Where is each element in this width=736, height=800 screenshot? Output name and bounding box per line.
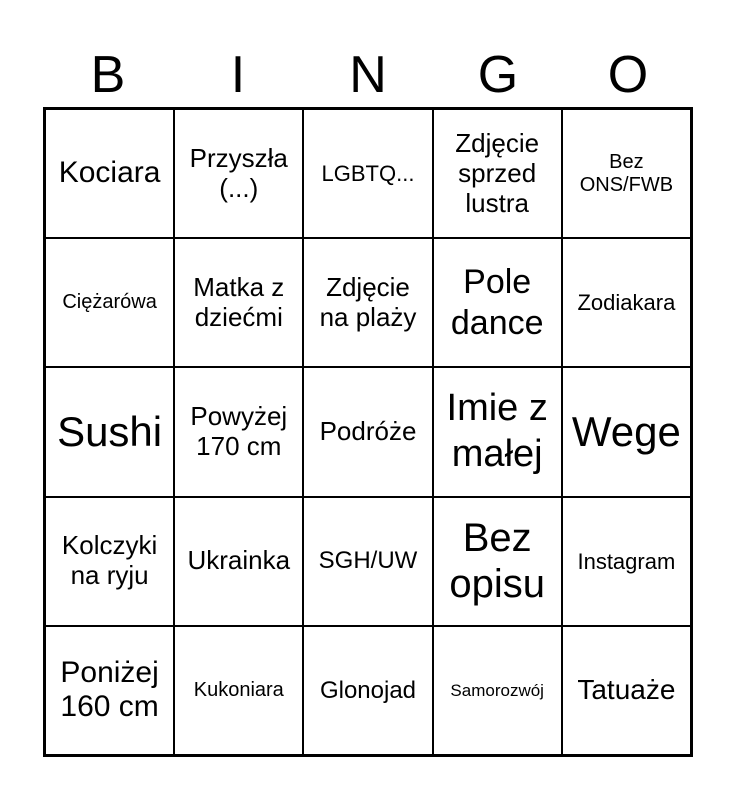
cell-label: Bez opisu: [449, 516, 545, 607]
cell-label: Sushi: [57, 407, 163, 455]
bingo-cell-r4c5[interactable]: [562, 497, 691, 626]
header-letter-g: G: [477, 46, 519, 104]
cell-label: Glonojad: [319, 676, 417, 704]
bingo-cell-r3c1[interactable]: [45, 367, 174, 496]
bingo-cell-r1c1[interactable]: [45, 109, 174, 238]
cell-label: SGH/UW: [318, 547, 418, 575]
cell-label: Matka z dziećmi: [193, 271, 285, 332]
bingo-cell-r2c3[interactable]: [303, 238, 432, 367]
cell-label: Ciężarówa: [62, 291, 157, 314]
bingo-cell-r5c5[interactable]: [562, 626, 691, 755]
bingo-cell-r4c3[interactable]: [303, 497, 432, 626]
cell-label: Wege: [571, 407, 681, 455]
bingo-cell-r3c4[interactable]: [433, 367, 562, 496]
cell-label: Zdjęcie sprzed lustra: [455, 127, 540, 218]
bingo-cell-r1c2[interactable]: [174, 109, 303, 238]
bingo-cell-r5c3[interactable]: [303, 626, 432, 755]
header-letter-b: B: [90, 46, 126, 104]
cell-label: Bez ONS/FWB: [579, 150, 674, 196]
bingo-cell-r3c2[interactable]: [174, 367, 303, 496]
cell-label: Instagram: [577, 548, 676, 574]
bingo-cell-r4c2[interactable]: [174, 497, 303, 626]
header-letter-n: N: [349, 46, 387, 104]
bingo-cell-r2c5[interactable]: [562, 238, 691, 367]
header-letter-i: I: [230, 46, 246, 104]
cell-label: Ukrainka: [187, 545, 291, 576]
header-letter-o: O: [607, 46, 649, 104]
bingo-cell-r2c1[interactable]: [45, 238, 174, 367]
cell-label: Powyżej 170 cm: [190, 401, 288, 461]
cell-label: Przyszła (...): [189, 142, 288, 203]
cell-label: Kukoniara: [193, 678, 284, 701]
cell-label: Tatuaże: [577, 674, 676, 706]
bingo-cell-r1c3[interactable]: [303, 109, 432, 238]
cell-label: Zdjęcie na plaży: [319, 271, 417, 332]
cell-label: Kociara: [58, 156, 161, 190]
bingo-cell-r5c1[interactable]: [45, 626, 174, 755]
bingo-cell-r2c2[interactable]: [174, 238, 303, 367]
bingo-cell-r3c5[interactable]: [562, 367, 691, 496]
bingo-cell-r4c1[interactable]: [45, 497, 174, 626]
cell-label: Imie z małej: [446, 387, 548, 475]
cell-label: LGBTQ...: [321, 160, 415, 186]
bingo-cell-r5c4[interactable]: [433, 626, 562, 755]
bingo-cell-r3c3[interactable]: [303, 367, 432, 496]
cell-label: Zodiakara: [577, 290, 676, 316]
bingo-header: [43, 44, 693, 106]
bingo-cell-r2c4[interactable]: [433, 238, 562, 367]
cell-label: Pole dance: [450, 262, 544, 342]
bingo-board: [43, 107, 693, 757]
bingo-cell-r1c4[interactable]: [433, 109, 562, 238]
bingo-cell-r5c2[interactable]: [174, 626, 303, 755]
cell-label: Samorozwój: [450, 680, 544, 700]
cell-label: Kolczyki na ryju: [61, 530, 158, 591]
bingo-cell-r4c4[interactable]: [433, 497, 562, 626]
cell-label: Poniżej 160 cm: [60, 655, 159, 724]
bingo-cell-r1c5[interactable]: [562, 109, 691, 238]
cell-label: Podróże: [319, 416, 417, 447]
